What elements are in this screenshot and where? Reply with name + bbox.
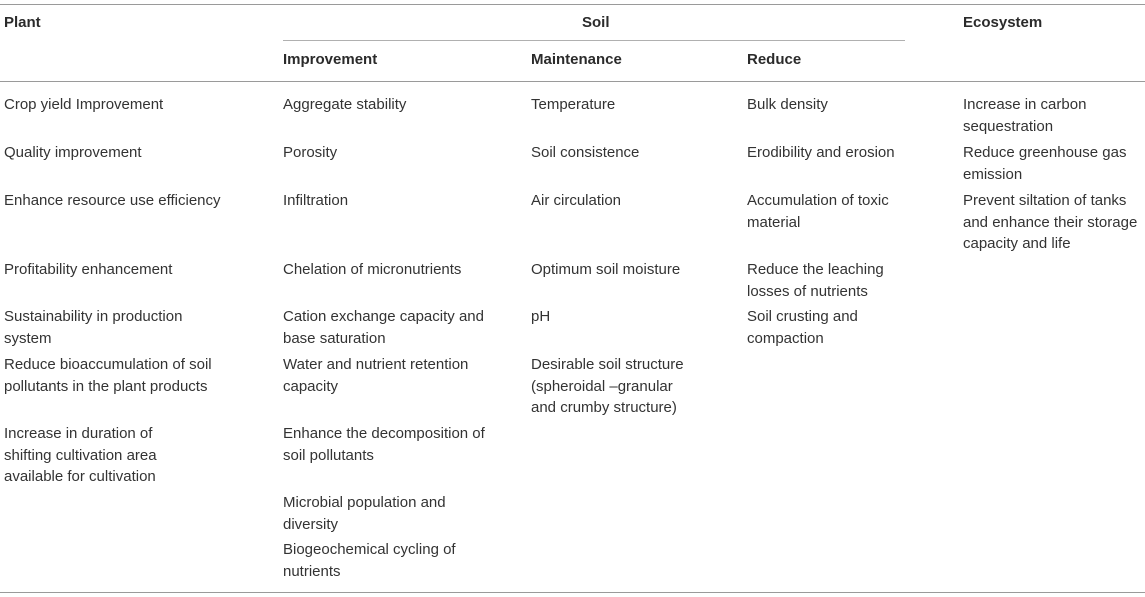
reduce-cell: Erodibility and erosion [747,144,895,161]
reduce-cell: Soil crusting and compaction [747,308,858,347]
plant-cell: Crop yield Improvement [4,96,164,113]
header-soil: Soil [582,14,610,31]
header-reduce: Reduce [747,51,802,68]
soil-group-rule [283,40,905,41]
maintenance-cell: Desirable soil structure (spheroidal –granular and crumby structure) [531,356,684,416]
improvement-cell: Cation exchange capacity and base saturation [283,308,484,347]
ecosystem-cell: Reduce greenhouse gas emission [963,144,1127,183]
reduce-cell: Reduce the leaching losses of nutrients [747,261,884,300]
ecosystem-cell: Prevent siltation of tanks and enhance their storage capacity and life [963,192,1138,252]
improvement-cell: Microbial population and diversity [283,494,446,533]
plant-cell: Enhance resource use efficiency [4,192,221,209]
header-plant: Plant [4,14,41,31]
improvement-cell: Porosity [283,144,338,161]
header-ecosystem: Ecosystem [963,14,1043,31]
reduce-cell: Accumulation of toxic material [747,192,889,231]
header-improvement: Improvement [283,51,378,68]
improvement-cell: Enhance the decomposition of soil pollutants [283,425,485,464]
plant-cell: Increase in duration of shifting cultivation area available for cultivation [4,425,157,485]
improvement-cell: Aggregate stability [283,96,407,113]
header-bottom-rule [0,81,1145,82]
plant-cell: Profitability enhancement [4,261,173,278]
improvement-cell: Water and nutrient retention capacity [283,356,469,395]
ecosystem-cell: Increase in carbon sequestration [963,96,1087,135]
maintenance-cell: Soil consistence [531,144,640,161]
maintenance-cell: pH [531,308,551,325]
maintenance-cell: Air circulation [531,192,622,209]
reduce-cell: Bulk density [747,96,828,113]
improvement-cell: Biogeochemical cycling of nutrients [283,541,456,580]
plant-cell: Reduce bioaccumulation of soil pollutants in the plant products [4,356,212,395]
plant-cell: Sustainability in production system [4,308,183,347]
maintenance-cell: Temperature [531,96,616,113]
header-maintenance: Maintenance [531,51,622,68]
maintenance-cell: Optimum soil moisture [531,261,681,278]
table-top-rule [0,4,1145,5]
table-bottom-rule [0,592,1145,593]
improvement-cell: Chelation of micronutrients [283,261,462,278]
plant-cell: Quality improvement [4,144,142,161]
improvement-cell: Infiltration [283,192,349,209]
